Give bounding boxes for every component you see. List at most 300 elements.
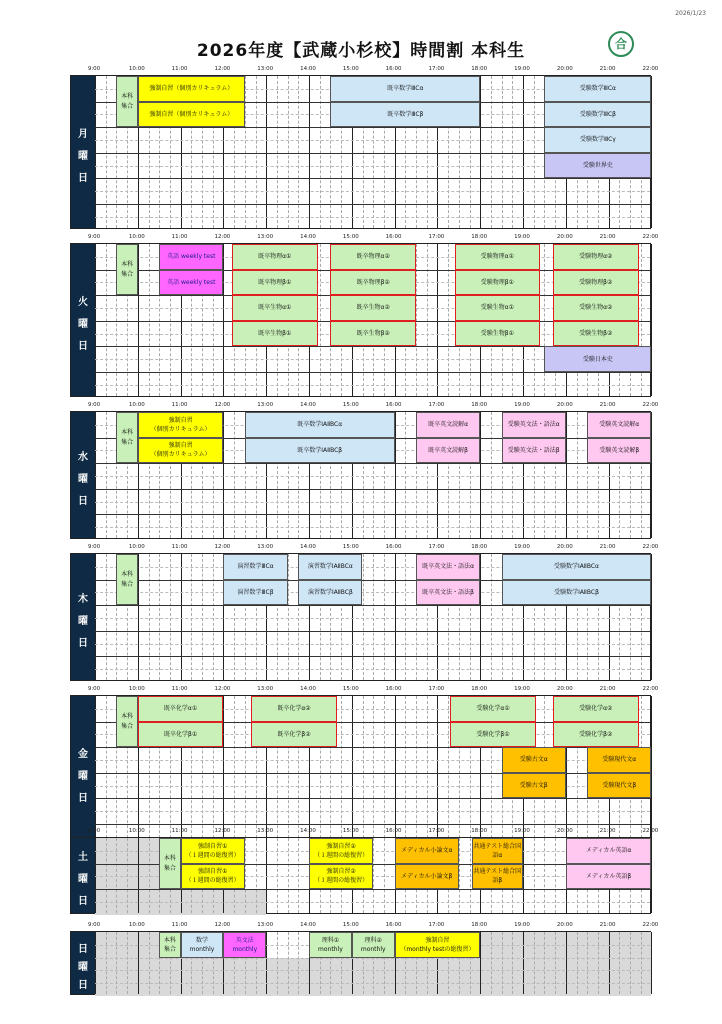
class-block: 受験物理β② — [553, 270, 639, 296]
row-gridline — [95, 656, 650, 657]
class-block: 受験古文α — [502, 747, 566, 773]
row-gridline — [95, 958, 650, 959]
hour-label: 21:00 — [599, 828, 616, 834]
hour-label: 10:00 — [128, 402, 145, 408]
quarter-gridline — [491, 412, 492, 538]
day-label-char: 木 — [78, 594, 88, 605]
class-block: 受験化学β① — [450, 722, 536, 748]
hour-label: 18:00 — [471, 686, 488, 692]
class-block: 受験数学ⅢCα — [544, 76, 651, 102]
class-block: 既卒生物β② — [330, 321, 416, 347]
row-gridline — [95, 476, 650, 477]
hour-label: 16:00 — [385, 234, 402, 240]
class-block: 既卒生物α② — [330, 295, 416, 321]
hour-label: 20:00 — [556, 828, 573, 834]
hour-label: 20:00 — [556, 922, 573, 928]
hour-gridline — [395, 554, 396, 680]
page-title: 2026年度【武蔵小杉校】時間割 本科生 — [196, 41, 526, 61]
day-label-char: 日 — [78, 172, 88, 184]
hour-label: 21:00 — [599, 234, 616, 240]
hour-gridline — [95, 412, 96, 538]
class-block: 既卒英文法・語法β — [416, 580, 480, 606]
row-gridline — [95, 902, 650, 903]
hour-label: 21:00 — [599, 544, 616, 550]
hour-label: 20:00 — [556, 544, 573, 550]
hour-label: 12:00 — [214, 828, 231, 834]
class-block: 受験世界史 — [544, 153, 651, 179]
row-gridline — [95, 385, 650, 386]
class-block: メディカル英語β — [566, 864, 652, 890]
hour-gridline — [523, 932, 524, 994]
class-block: 既卒英文法・語法α — [416, 554, 480, 580]
hour-label: 14:00 — [300, 66, 316, 72]
hour-label: 15:00 — [342, 544, 359, 550]
hour-label: 22:00 — [642, 544, 659, 550]
class-block: 強制自習② （１週間の総復習） — [309, 838, 373, 864]
hour-label: 14:00 — [300, 686, 316, 692]
quarter-gridline — [298, 932, 299, 994]
day-label-char: 曜 — [78, 770, 88, 782]
hour-label: 16:00 — [385, 828, 402, 834]
class-block: メディカル小論文β — [395, 864, 459, 890]
day-label-char: 曜 — [78, 962, 88, 973]
hour-label: 19:00 — [514, 402, 530, 408]
class-block: 理科① monthly — [309, 932, 352, 958]
class-block: 演習数学ⅢCα — [223, 554, 287, 580]
hour-gridline — [651, 838, 652, 913]
class-block: 本科 集合 — [116, 554, 137, 605]
row-gridline — [95, 798, 650, 799]
hour-gridline — [181, 554, 182, 680]
hour-label: 16:00 — [385, 66, 402, 72]
day-label-char: 曜 — [78, 874, 88, 886]
quarter-gridline — [127, 932, 128, 994]
class-block: 受験生物α② — [553, 295, 639, 321]
day-label-char: 日 — [78, 496, 88, 507]
hour-label: 22:00 — [642, 66, 659, 72]
row-gridline — [95, 786, 650, 787]
class-block: 共通テスト総合国語β — [472, 864, 523, 890]
hour-label: 15:00 — [342, 922, 359, 928]
hour-label: 18:00 — [471, 66, 488, 72]
hour-label: 17:00 — [428, 828, 445, 834]
hour-label: 15:00 — [342, 234, 359, 240]
class-block: 強制自習（個別カリキュラム） — [138, 102, 245, 128]
day-label-char: 曜 — [78, 474, 88, 485]
class-block: 既卒化学α① — [138, 696, 224, 722]
class-block: 既卒英文読解β — [416, 438, 480, 464]
hour-label: 19:00 — [514, 66, 530, 72]
row-gridline — [95, 760, 650, 761]
hour-label: 11:00 — [171, 828, 188, 834]
day-label — [71, 412, 95, 538]
class-block: 受験英文法・語法β — [502, 438, 566, 464]
hour-gridline — [651, 412, 652, 538]
row-gridline — [95, 631, 650, 632]
hour-label: 22:00 — [642, 828, 659, 834]
quarter-gridline — [577, 932, 578, 994]
hour-label: 20:00 — [556, 66, 573, 72]
hour-label: 13:00 — [257, 402, 274, 408]
day-label-char: 日 — [78, 980, 88, 991]
hour-label: 13:00 — [257, 544, 274, 550]
quarter-gridline — [363, 554, 364, 680]
class-block: 受験古文β — [502, 773, 566, 799]
hour-gridline — [651, 244, 652, 396]
row-gridline — [95, 889, 650, 890]
hour-gridline — [480, 932, 481, 994]
hour-label: 11:00 — [171, 234, 188, 240]
hour-label: 10:00 — [128, 922, 145, 928]
quarter-gridline — [630, 932, 631, 994]
day-label-char: 金 — [78, 748, 88, 760]
class-block: 強制自習（個別カリキュラム） — [138, 76, 245, 102]
class-block: 既卒化学β② — [251, 722, 337, 748]
hour-label: 21:00 — [599, 922, 616, 928]
hour-label: 11:00 — [171, 402, 188, 408]
hour-label: 13:00 — [257, 66, 274, 72]
day-label-char: 火 — [78, 296, 88, 308]
day-label — [71, 696, 95, 848]
hour-gridline — [480, 412, 481, 538]
class-block: 受験数学ⅠAⅡBCα — [502, 554, 652, 580]
hour-gridline — [651, 76, 652, 228]
row-gridline — [95, 178, 650, 179]
class-block: 受験数学ⅢCγ — [544, 127, 651, 153]
hour-label: 22:00 — [642, 922, 659, 928]
hour-label: 10:00 — [128, 234, 145, 240]
row-gridline — [95, 983, 650, 984]
day-grid — [70, 931, 651, 995]
row-gridline — [95, 824, 650, 825]
class-block: 既卒物理β② — [330, 270, 416, 296]
quarter-gridline — [234, 412, 235, 538]
class-block: 受験物理β① — [455, 270, 541, 296]
class-block: 強制自習① （１週間の総復習） — [181, 864, 245, 890]
hour-label: 17:00 — [428, 686, 445, 692]
hour-label: 10:00 — [128, 544, 145, 550]
day-label-char: 日 — [78, 944, 88, 955]
hour-label: 19:00 — [514, 686, 530, 692]
class-block: 英文法 monthly — [223, 932, 266, 958]
hour-label: 18:00 — [471, 234, 488, 240]
class-block: 受験数学ⅠAⅡBCβ — [502, 580, 652, 606]
day-grid — [70, 837, 651, 914]
day-label — [71, 554, 95, 680]
class-block: 本科 集合 — [116, 244, 137, 295]
hour-gridline — [138, 932, 139, 994]
hour-label: 12:00 — [214, 922, 231, 928]
day-label-char: 水 — [78, 452, 88, 463]
hour-label: 18:00 — [471, 544, 488, 550]
quarter-gridline — [191, 554, 192, 680]
day-label-char: 月 — [78, 128, 88, 140]
hour-label: 15:00 — [342, 402, 359, 408]
school-logo: 合 — [608, 31, 634, 57]
hour-gridline — [480, 554, 481, 680]
class-block: 理科② monthly — [352, 932, 395, 958]
row-gridline — [95, 644, 650, 645]
quarter-gridline — [106, 554, 107, 680]
class-block: 受験英文読解β — [587, 438, 651, 464]
hour-label: 17:00 — [428, 66, 445, 72]
class-block: 受験生物α① — [455, 295, 541, 321]
quarter-gridline — [149, 554, 150, 680]
row-gridline — [95, 191, 650, 192]
hour-label: 14:00 — [300, 234, 316, 240]
hour-label: 9:00 — [87, 828, 101, 834]
class-block: 受験現代文α — [587, 747, 651, 773]
hour-label: 16:00 — [385, 922, 402, 928]
hour-label: 17:00 — [428, 402, 445, 408]
row-gridline — [95, 811, 650, 812]
row-gridline — [95, 970, 650, 971]
hour-gridline — [266, 932, 267, 994]
hour-label: 10:00 — [128, 686, 145, 692]
row-gridline — [95, 463, 650, 464]
quarter-gridline — [619, 932, 620, 994]
hour-label: 15:00 — [342, 66, 359, 72]
row-gridline — [95, 773, 650, 774]
quarter-gridline — [116, 932, 117, 994]
quarter-gridline — [159, 554, 160, 680]
hour-label: 19:00 — [514, 922, 530, 928]
quarter-gridline — [277, 932, 278, 994]
hour-label: 18:00 — [471, 402, 488, 408]
class-block: 既卒数学ⅠAⅡBCα — [245, 412, 395, 438]
hour-label: 9:00 — [87, 234, 101, 240]
quarter-gridline — [170, 554, 171, 680]
hour-gridline — [651, 554, 652, 680]
hour-label: 22:00 — [642, 686, 659, 692]
hour-label: 14:00 — [300, 402, 316, 408]
class-block: 既卒物理β① — [232, 270, 318, 296]
class-block: 既卒物理α② — [330, 244, 416, 270]
hour-label: 13:00 — [257, 686, 274, 692]
class-block: 強制自習 （個別カリキュラム） — [138, 412, 224, 438]
quarter-gridline — [555, 932, 556, 994]
class-block: 受験生物β① — [455, 321, 541, 347]
print-date: 2026/1/23 — [675, 10, 706, 17]
hour-label: 16:00 — [385, 402, 402, 408]
class-block: 受験物理α② — [553, 244, 639, 270]
hour-label: 10:00 — [128, 66, 145, 72]
class-block: 本科 集合 — [159, 932, 180, 958]
class-block: 既卒数学ⅢCβ — [330, 102, 480, 128]
quarter-gridline — [213, 554, 214, 680]
class-block: 演習数学ⅠAⅡBCβ — [298, 580, 362, 606]
class-block: 本科 集合 — [116, 412, 137, 463]
day-label — [71, 76, 95, 228]
hour-label: 13:00 — [257, 922, 274, 928]
quarter-gridline — [288, 932, 289, 994]
class-block: 受験現代文β — [587, 773, 651, 799]
hour-label: 13:00 — [257, 234, 274, 240]
quarter-gridline — [106, 412, 107, 538]
hour-label: 13:00 — [257, 828, 274, 834]
hour-label: 11:00 — [171, 922, 188, 928]
hour-label: 14:00 — [300, 828, 316, 834]
hour-label: 9:00 — [87, 922, 101, 928]
hour-label: 15:00 — [342, 686, 359, 692]
row-gridline — [95, 669, 650, 670]
day-grid — [70, 695, 651, 849]
hour-gridline — [566, 932, 567, 994]
hour-label: 9:00 — [87, 402, 101, 408]
row-gridline — [95, 514, 650, 515]
row-gridline — [95, 618, 650, 619]
class-block: 既卒数学ⅢCα — [330, 76, 480, 102]
class-block: 本科 集合 — [116, 696, 137, 747]
hour-label: 15:00 — [342, 828, 359, 834]
quarter-gridline — [598, 932, 599, 994]
hour-label: 12:00 — [214, 234, 231, 240]
day-label-char: 日 — [78, 792, 88, 804]
day-label-char: 日 — [78, 638, 88, 649]
class-block: 強制自習② （１週間の総復習） — [309, 864, 373, 890]
day-label-char: 曜 — [78, 318, 88, 330]
hour-label: 11:00 — [171, 544, 188, 550]
class-block: 既卒化学α② — [251, 696, 337, 722]
class-block: 本科 集合 — [159, 838, 180, 889]
hour-label: 12:00 — [214, 686, 231, 692]
hour-label: 21:00 — [599, 686, 616, 692]
hour-label: 11:00 — [171, 66, 188, 72]
quarter-gridline — [202, 554, 203, 680]
hour-label: 12:00 — [214, 66, 231, 72]
day-label-char: 曜 — [78, 616, 88, 627]
row-gridline — [95, 217, 650, 218]
hour-gridline — [566, 412, 567, 538]
class-block: 共通テスト総合国語α — [472, 838, 523, 864]
hour-gridline — [651, 932, 652, 994]
quarter-gridline — [405, 554, 406, 680]
row-gridline — [95, 489, 650, 490]
class-block: 強制自習 （monthly testの総復習） — [395, 932, 481, 958]
class-block: 受験英文読解α — [587, 412, 651, 438]
day-grid — [70, 75, 651, 229]
hour-label: 17:00 — [428, 922, 445, 928]
hour-label: 14:00 — [300, 922, 316, 928]
hour-label: 10:00 — [128, 828, 145, 834]
row-gridline — [95, 605, 650, 606]
day-label — [71, 244, 95, 396]
quarter-gridline — [512, 932, 513, 994]
quarter-gridline — [587, 932, 588, 994]
class-block: 既卒生物α① — [232, 295, 318, 321]
class-block: 強制自習 （個別カリキュラム） — [138, 438, 224, 464]
quarter-gridline — [641, 932, 642, 994]
class-block: 数学 monthly — [181, 932, 224, 958]
class-block: 受験化学α① — [450, 696, 536, 722]
class-block: 既卒物理α① — [232, 244, 318, 270]
hour-label: 19:00 — [514, 544, 530, 550]
class-block: 演習数学ⅠAⅡBCα — [298, 554, 362, 580]
hour-label: 9:00 — [87, 544, 101, 550]
hour-label: 16:00 — [385, 544, 402, 550]
hour-label: 22:00 — [642, 234, 659, 240]
quarter-gridline — [405, 412, 406, 538]
hour-label: 18:00 — [471, 828, 488, 834]
hour-label: 21:00 — [599, 66, 616, 72]
class-block: 既卒化学β① — [138, 722, 224, 748]
hour-gridline — [95, 554, 96, 680]
quarter-gridline — [534, 932, 535, 994]
hour-label: 19:00 — [514, 234, 530, 240]
class-block: 英語 weekly test — [159, 270, 223, 296]
class-block: 受験数学ⅢCβ — [544, 102, 651, 128]
day-label-char: 日 — [78, 896, 88, 908]
hour-label: 17:00 — [428, 544, 445, 550]
day-label-char: 曜 — [78, 150, 88, 162]
hour-label: 22:00 — [642, 402, 659, 408]
row-gridline — [95, 204, 650, 205]
class-block: 受験化学α② — [553, 696, 639, 722]
hour-label: 18:00 — [471, 922, 488, 928]
hour-label: 14:00 — [300, 544, 316, 550]
quarter-gridline — [106, 932, 107, 994]
hour-gridline — [95, 932, 96, 994]
class-block: 本科 集合 — [116, 76, 137, 127]
quarter-gridline — [149, 932, 150, 994]
hour-label: 9:00 — [87, 66, 101, 72]
class-block: 強制自習① （１週間の総復習） — [181, 838, 245, 864]
row-gridline — [95, 372, 650, 373]
quarter-gridline — [491, 554, 492, 680]
hour-gridline — [138, 554, 139, 680]
class-block: 演習数学ⅢCβ — [223, 580, 287, 606]
hour-gridline — [395, 412, 396, 538]
row-gridline — [95, 747, 650, 748]
hour-gridline — [223, 412, 224, 538]
quarter-gridline — [544, 932, 545, 994]
class-block: 受験英文法・語法α — [502, 412, 566, 438]
quarter-gridline — [373, 554, 374, 680]
hour-label: 20:00 — [556, 402, 573, 408]
class-block: 既卒数学ⅠAⅡBCβ — [245, 438, 395, 464]
day-grid — [70, 411, 651, 539]
quarter-gridline — [384, 554, 385, 680]
row-gridline — [95, 502, 650, 503]
quarter-gridline — [577, 412, 578, 538]
class-block: 受験化学β② — [553, 722, 639, 748]
hour-label: 9:00 — [87, 686, 101, 692]
day-label — [71, 838, 95, 913]
quarter-gridline — [502, 932, 503, 994]
hour-label: 20:00 — [556, 234, 573, 240]
class-block: 既卒英文読解α — [416, 412, 480, 438]
class-block: メディカル英語α — [566, 838, 652, 864]
day-label-char: 日 — [78, 340, 88, 352]
day-grid — [70, 243, 651, 397]
day-label — [71, 932, 95, 994]
class-block: メディカル小論文α — [395, 838, 459, 864]
class-block: 受験日本史 — [544, 346, 651, 372]
day-grid — [70, 553, 651, 681]
hour-label: 20:00 — [556, 686, 573, 692]
class-block: 受験生物β② — [553, 321, 639, 347]
hour-label: 12:00 — [214, 402, 231, 408]
class-block: 受験物理α① — [455, 244, 541, 270]
row-gridline — [95, 527, 650, 528]
quarter-gridline — [288, 554, 289, 680]
hour-gridline — [651, 696, 652, 848]
hour-label: 16:00 — [385, 686, 402, 692]
hour-gridline — [609, 932, 610, 994]
day-label-char: 土 — [78, 852, 88, 864]
class-block: 英語 weekly test — [159, 244, 223, 270]
hour-label: 12:00 — [214, 544, 231, 550]
